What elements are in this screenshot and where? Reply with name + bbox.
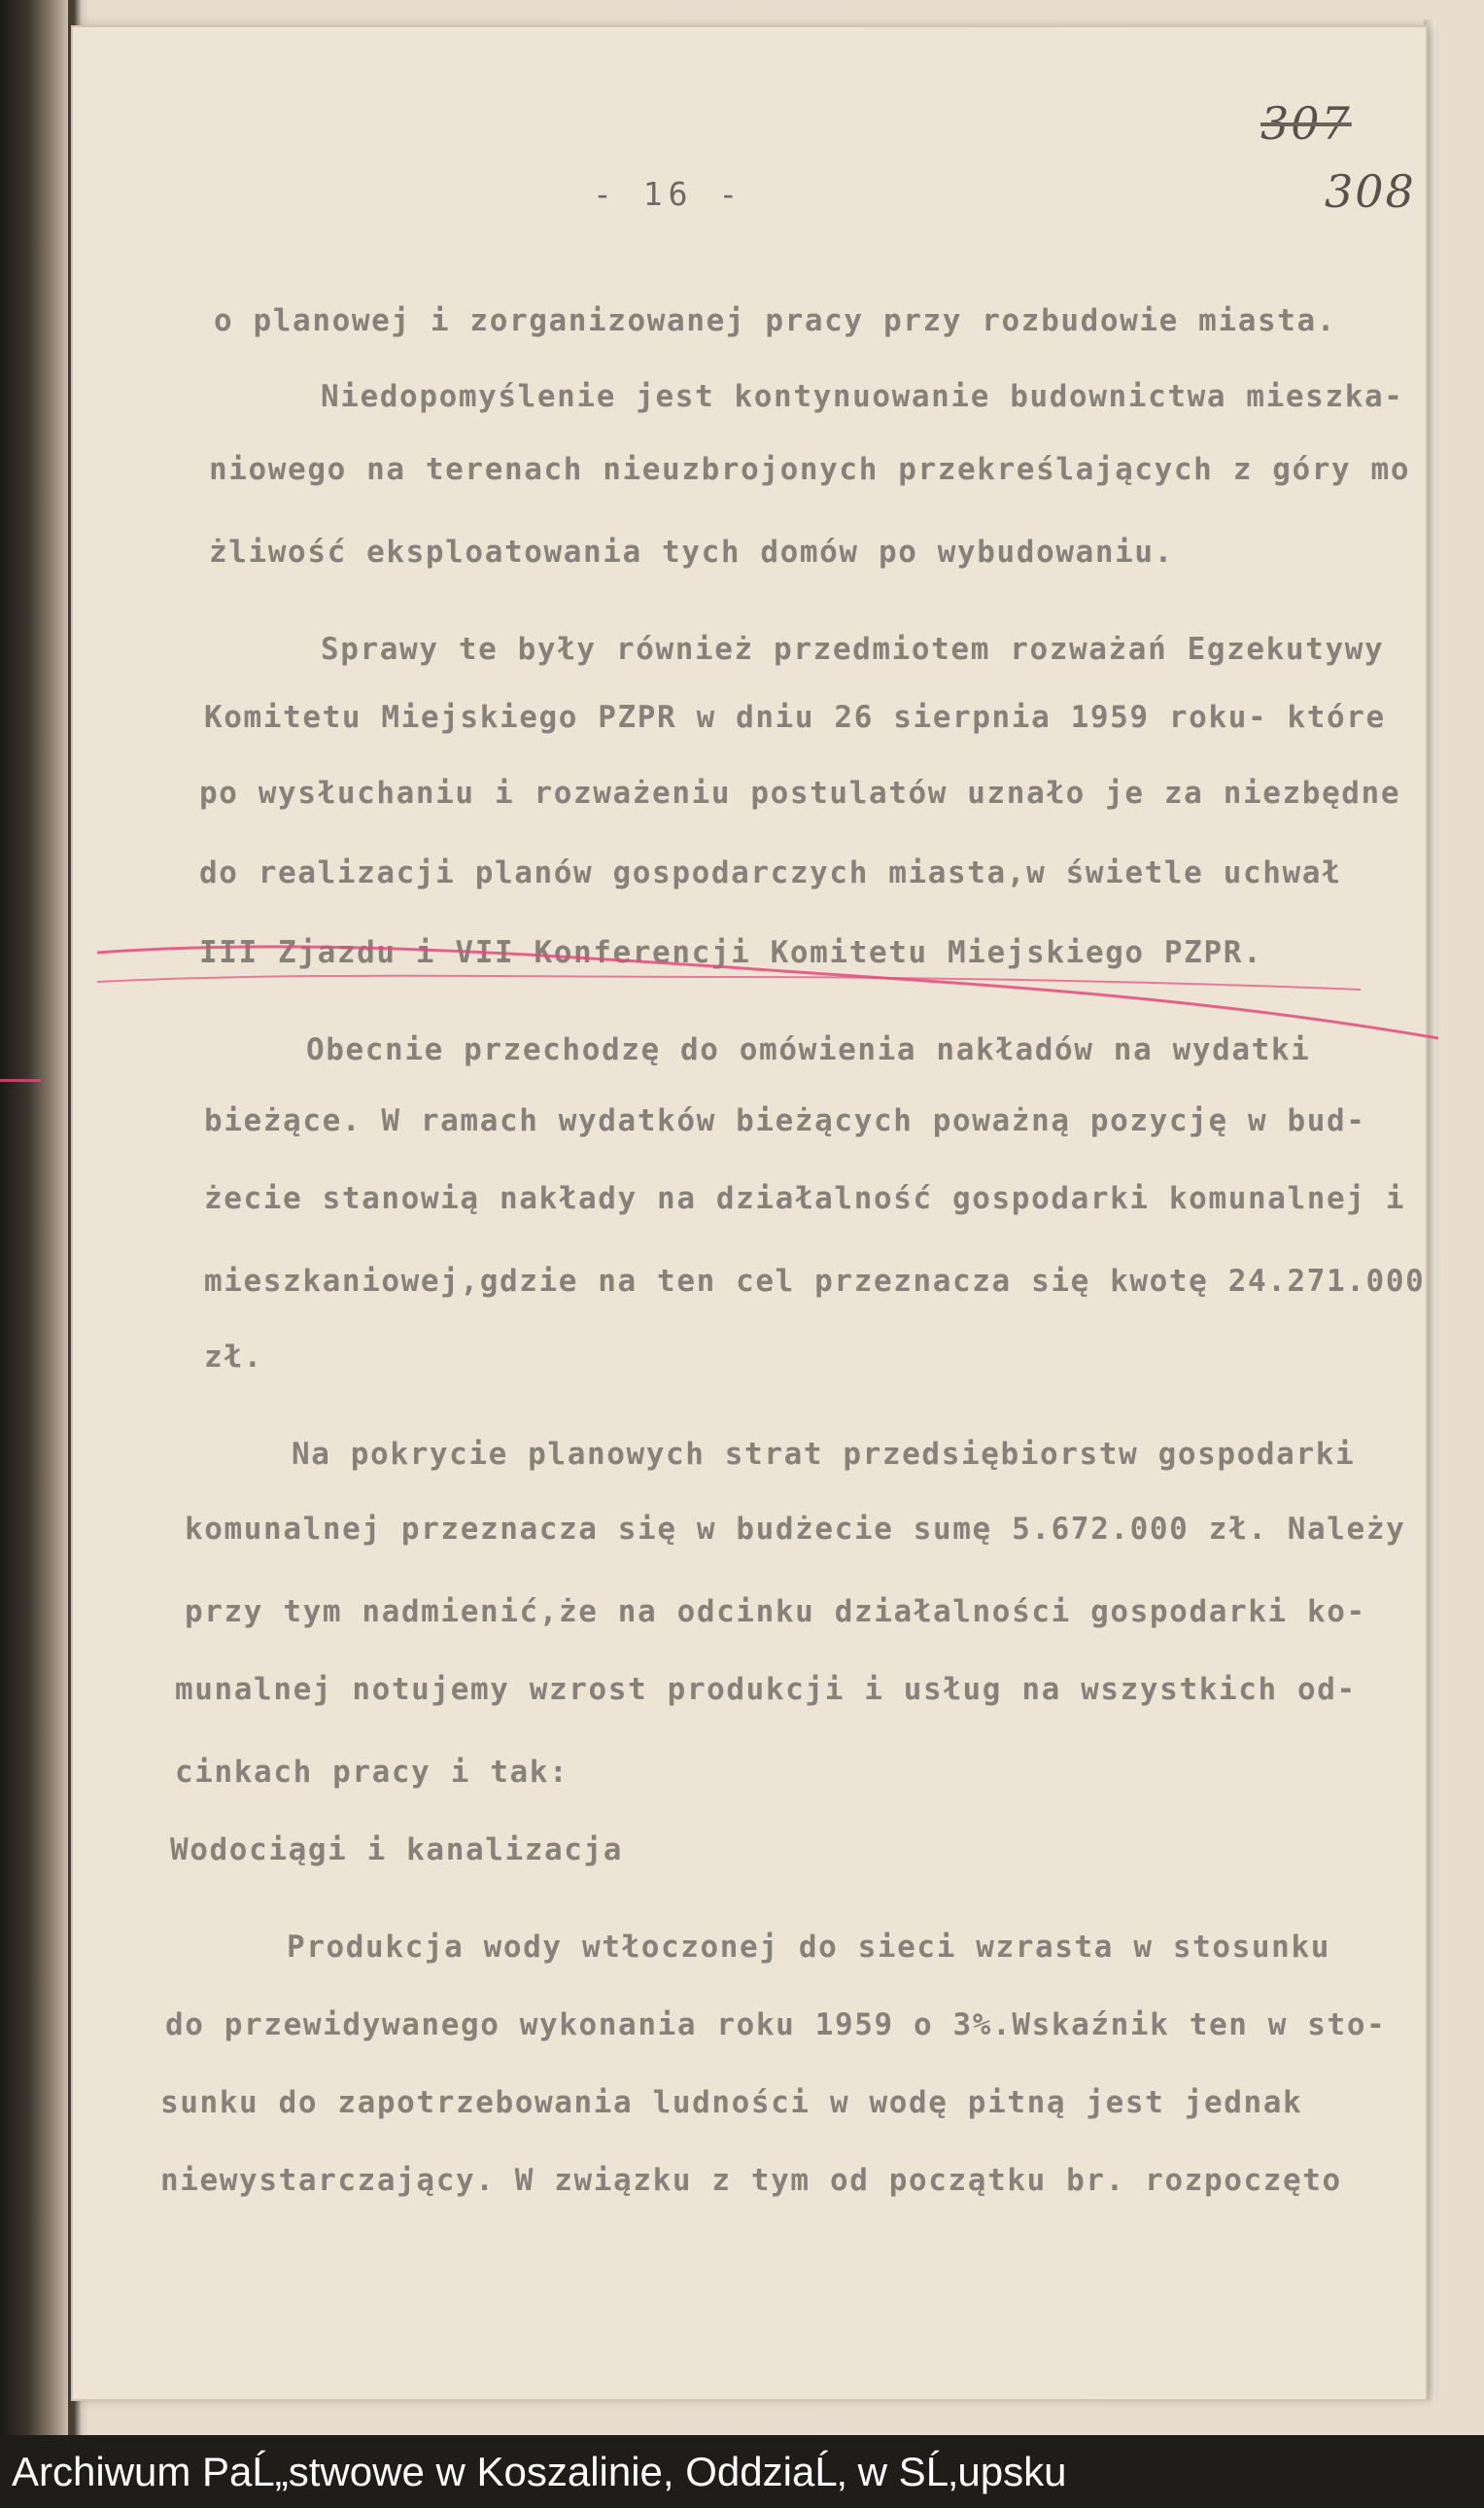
archive-caption: Archiwum PaĹ„stwowe w Koszalinie, OddziaĹ‚ w SĹ‚upsku	[12, 2449, 1067, 2494]
text-line: żecie stanowią nakłady na działalność gospodarki komunalnej i	[204, 1181, 1406, 1216]
book-binding	[0, 0, 68, 2435]
folio-number: 308	[1325, 165, 1416, 218]
text-line: cinkach pracy i tak:	[175, 1755, 569, 1790]
text-line: do realizacji planów gospodarczych miasta,w świetle uchwał	[199, 855, 1342, 890]
text-line: komunalnej przeznacza się w budżecie sumę 5.672.000 zł. Należy	[185, 1512, 1406, 1547]
archive-footer	[0, 2435, 1484, 2508]
text-line: żliwość eksploatowania tych domów po wybudowaniu.	[209, 535, 1174, 570]
margin-mark	[0, 1079, 41, 1082]
text-line: niowego na terenach nieuzbrojonych przekreślających z góry mo	[209, 452, 1411, 487]
text-line: mieszkaniowej,gdzie na ten cel przeznacza się kwotę 24.271.000	[204, 1264, 1426, 1299]
folio-number-crossed: 307	[1260, 97, 1352, 150]
text-line: o planowej i zorganizowanej pracy przy rozbudowie miasta.	[214, 303, 1337, 338]
text-line: po wysłuchaniu i rozważeniu postulatów uznało je za niezbędne	[199, 776, 1401, 811]
text-line: bieżące. W ramach wydatków bieżących poważną pozycję w bud-	[204, 1103, 1366, 1138]
text-line: Sprawy te były również przedmiotem rozważań Egzekutywy	[321, 632, 1385, 667]
text-line: przy tym nadmienić,że na odcinku działalności gospodarki ko-	[185, 1594, 1366, 1629]
text-line: Komitetu Miejskiego PZPR w dniu 26 sierpnia 1959 roku- które	[204, 700, 1386, 735]
text-line: sunku do zapotrzebowania ludności w wodę pitną jest jednak	[160, 2085, 1303, 2120]
text-line: munalnej notujemy wzrost produkcji i usług na wszystkich od-	[175, 1672, 1357, 1707]
text-line: niewystarczający. W związku z tym od początku br. rozpoczęto	[160, 2163, 1342, 2198]
page-number: - 16 -	[593, 175, 744, 213]
section-heading: Wodociągi i kanalizacja	[170, 1832, 624, 1867]
text-line: do przewidywanego wykonania roku 1959 o 3%.Wskaźnik ten w sto-	[165, 2007, 1387, 2042]
text-line: Niedopomyślenie jest kontynuowanie budownictwa mieszka-	[321, 379, 1404, 414]
text-line: Produkcja wody wtłoczonej do sieci wzrasta w stosunku	[287, 1930, 1330, 1965]
text-line: III Zjazdu i VII Konferencji Komitetu Miejskiego PZPR.	[199, 935, 1263, 970]
text-line: Na pokrycie planowych strat przedsiębiorstw gospodarki	[292, 1437, 1356, 1472]
text-line: Obecnie przechodzę do omówienia nakładów na wydatki	[306, 1032, 1311, 1067]
text-line: zł.	[204, 1340, 263, 1375]
